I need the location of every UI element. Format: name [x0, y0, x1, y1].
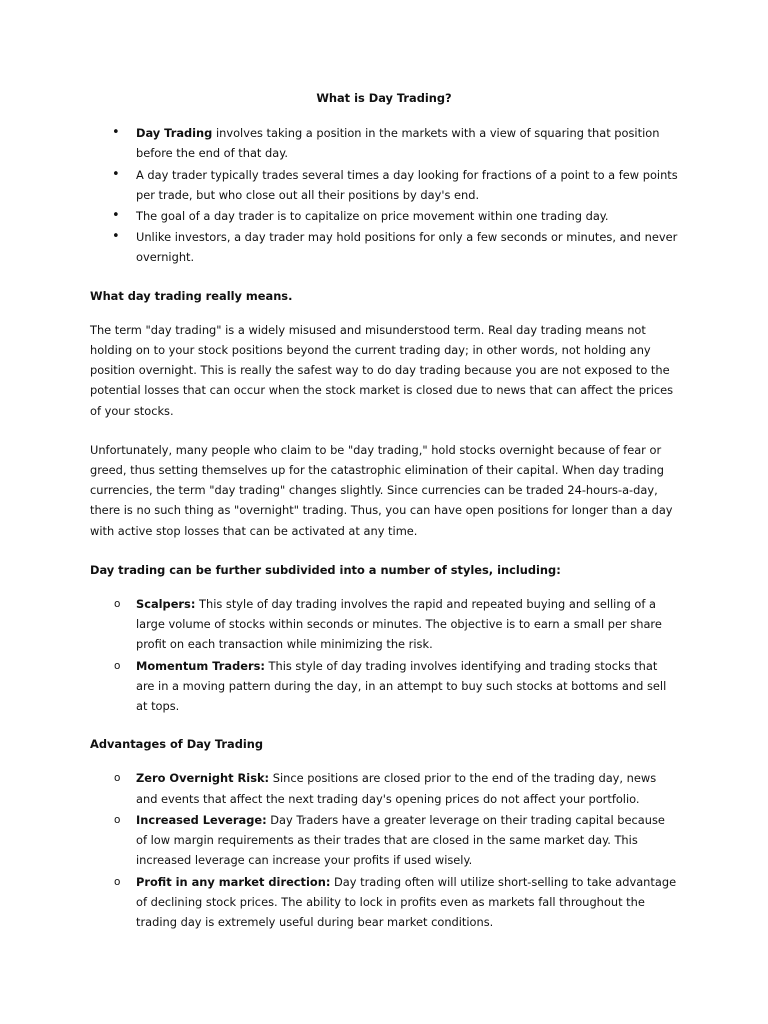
list-item	[90, 594, 678, 655]
item-text: Unlike investors, a day trader may hold positions for only a few seconds or minutes, and never overnight.	[136, 230, 678, 265]
item-term: Momentum Traders:	[136, 658, 265, 673]
list-item	[90, 810, 678, 871]
item-term: Increased Leverage:	[136, 812, 267, 827]
bullet-marker: •	[112, 125, 120, 141]
item-text: Since positions are closed prior to the end of the trading day, news and events that affect the next trading day's opening prices do not affect your portfolio.	[136, 771, 657, 806]
item-text: The goal of a day trader is to capitalize on price movement within one trading day.	[136, 209, 609, 224]
list-item	[90, 872, 678, 933]
item-text: involves taking a position in the markets with a view of squaring that position before the end of that day.	[136, 126, 660, 161]
section-heading-styles: Day trading can be further subdivided into a number of styles, including:	[90, 562, 561, 577]
section-heading-meaning: What day trading really means.	[90, 288, 293, 303]
circle-marker: o	[114, 813, 121, 826]
item-term: Profit in any market direction:	[136, 874, 331, 889]
list-item	[90, 768, 678, 808]
page-title: What is Day Trading?	[316, 91, 452, 105]
item-text: A day trader typically trades several times a day looking for fractions of a point to a few points per trade, but who close out all their positions by day's end.	[136, 167, 678, 202]
styles-list	[90, 594, 678, 716]
bullet-marker: •	[112, 166, 120, 182]
item-text: Day Traders have a greater leverage on their trading capital because of low margin requirements as their trades that are closed in the same market day. This increased leverage can increase your profits if used wisely.	[136, 812, 665, 868]
bullet-marker: •	[112, 229, 120, 245]
section-heading-advantages: Advantages of Day Trading	[90, 737, 264, 752]
circle-marker: o	[114, 659, 121, 672]
bullet-marker: •	[112, 208, 120, 224]
list-item	[90, 165, 678, 205]
list-item	[90, 123, 678, 163]
advantages-list	[90, 768, 678, 932]
item-text: Day trading often will utilize short-selling to take advantage of declining stock prices. The ability to lock in profits even as markets fall throughout the trading day is extremely useful during bear market conditions.	[136, 874, 677, 929]
list-item	[90, 206, 678, 226]
paragraph: The term "day trading" is a widely misused and misunderstood term. Real day trading means not holding on to your stock positions beyond the current trading day; in other words, not holding any position overnight. This is really the safest way to do day trading because you are not exposed to the potential losses that can occur when the stock market is closed due to news that can affect the prices of your stocks.	[90, 322, 674, 418]
list-item	[90, 227, 678, 267]
item-text: This style of day trading involves identifying and trading stocks that are in a moving pattern during the day, in an attempt to buy such stocks at bottoms and sell at tops.	[136, 658, 667, 714]
circle-marker: o	[114, 772, 121, 785]
item-term: Zero Overnight Risk:	[136, 771, 270, 786]
circle-marker: o	[114, 598, 121, 611]
item-term: Scalpers:	[136, 597, 196, 612]
intro-bullet-list	[90, 123, 678, 267]
item-term: Day Trading	[136, 126, 213, 141]
paragraph: Unfortunately, many people who claim to be "day trading," hold stocks overnight because of fear or greed, thus setting themselves up for the catastrophic elimination of their capital. When day trading currencies, the term "day trading" changes slightly. Since currencies can be traded 24-hours-a-day, there is no such thing as "overnight" trading. Thus, you can have open positions for longer than a day with active stop losses that can be activated at any time.	[90, 442, 673, 538]
item-text: This style of day trading involves the rapid and repeated buying and selling of a large volume of stocks within seconds or minutes. The objective is to earn a small per share profit on each transaction while minimizing the risk.	[136, 597, 662, 652]
list-item	[90, 656, 678, 717]
circle-marker: o	[114, 875, 121, 888]
